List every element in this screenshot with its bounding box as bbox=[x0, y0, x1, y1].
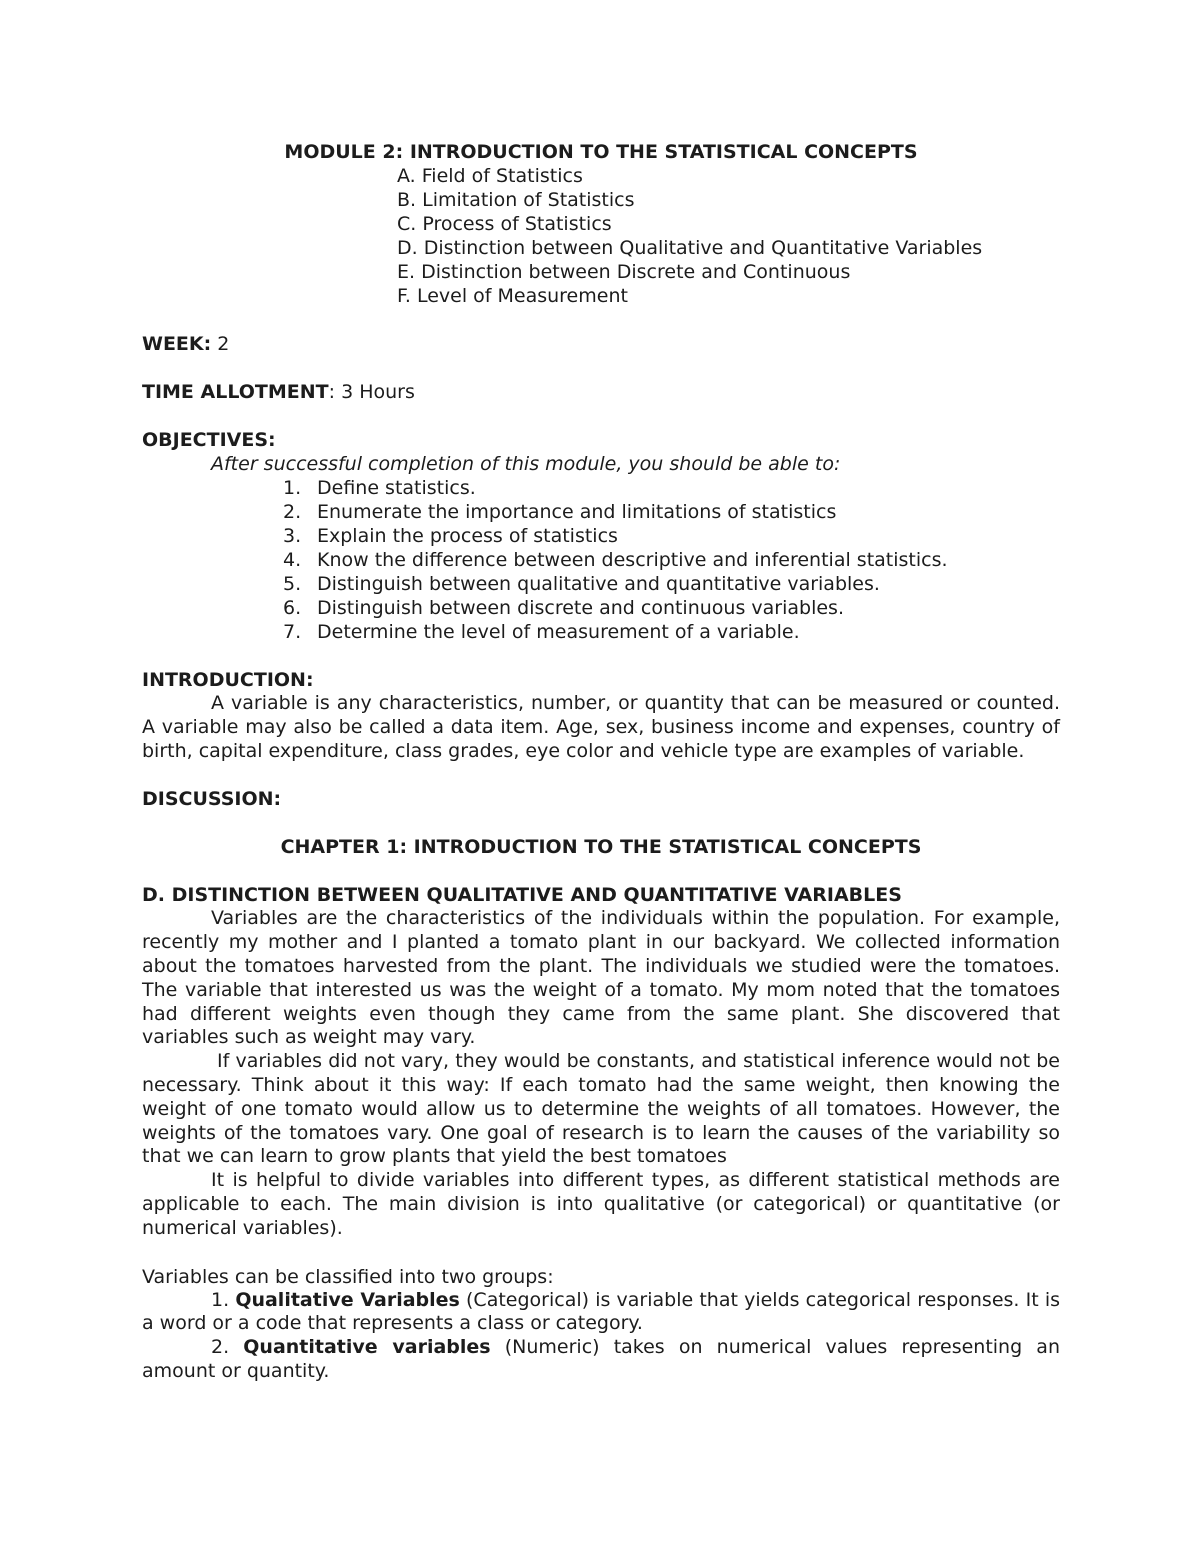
time-allotment-label: TIME ALLOTMENT bbox=[142, 381, 329, 403]
group-item bbox=[142, 1336, 1060, 1384]
group-term: Quantitative variables bbox=[243, 1336, 491, 1359]
section-title: D. DISTINCTION BETWEEN QUALITATIVE AND QUANTITATIVE VARIABLES bbox=[142, 884, 902, 907]
time-allotment-value: : 3 Hours bbox=[328, 381, 415, 403]
objective-item bbox=[142, 524, 1060, 548]
module-title: MODULE 2: INTRODUCTION TO THE STATISTICAL CONCEPTS bbox=[284, 141, 918, 163]
document-page bbox=[142, 140, 1060, 1384]
outline-item: B. Limitation of Statistics bbox=[397, 189, 635, 211]
introduction-paragraph bbox=[142, 692, 1060, 763]
objective-item bbox=[142, 572, 1060, 596]
objective-number: 6. bbox=[283, 597, 302, 619]
time-allotment-line bbox=[142, 380, 1060, 404]
objective-text: Explain the process of statistics bbox=[317, 525, 618, 547]
objective-text: Distinguish between discrete and continuous variables. bbox=[317, 597, 844, 619]
objective-item bbox=[142, 476, 1060, 500]
objective-text: Know the difference between descriptive and inferential statistics. bbox=[317, 549, 948, 571]
introduction-text: A variable is any characteristics, number, or quantity that can be measured or counted. A variable may also be called a data item. Age, sex, business income and expenses, country of birth, capital expenditure, class grades, eye color and vehicle type are examples of variable. bbox=[142, 692, 1060, 762]
group-text: (Categorical) is variable that yields categorical responses. It is a word or a code that represents a class or category. bbox=[142, 1288, 1060, 1335]
chapter-title: CHAPTER 1: INTRODUCTION TO THE STATISTICAL CONCEPTS bbox=[280, 836, 922, 859]
group-number: 2. bbox=[211, 1336, 230, 1359]
outline-item: E. Distinction between Discrete and Continuous bbox=[397, 261, 851, 283]
discussion-paragraph bbox=[142, 1169, 1060, 1240]
objective-number: 4. bbox=[283, 549, 302, 571]
discussion-paragraph-text: It is helpful to divide variables into different types, as different statistical methods are applicable to each. The main division is into qualitative (or categorical) or quantitative (or numerical variables). bbox=[142, 1169, 1060, 1239]
week-label: WEEK: bbox=[142, 333, 212, 355]
objective-text: Distinguish between qualitative and quantitative variables. bbox=[317, 573, 880, 595]
objective-text: Determine the level of measurement of a variable. bbox=[317, 621, 800, 643]
discussion-heading: DISCUSSION: bbox=[142, 788, 282, 811]
outline-item: F. Level of Measurement bbox=[397, 285, 628, 307]
objective-text: Enumerate the importance and limitations of statistics bbox=[317, 501, 837, 523]
week-value: 2 bbox=[217, 333, 230, 355]
objectives-heading: OBJECTIVES: bbox=[142, 429, 276, 451]
introduction-heading: INTRODUCTION: bbox=[142, 669, 314, 691]
discussion-paragraph-text: If variables did not vary, they would be constants, and statistical inference would not be necessary. Think about it this way: If each tomato had the same weight, then knowing the weight of one tomato would allow us to determine the weights of all tomatoes. However, the weights of the tomatoes vary. One goal of research is to learn the causes of the variability so that we can learn to grow plants that yield the best tomatoes bbox=[142, 1050, 1060, 1168]
outline-item: D. Distinction between Qualitative and Quantitative Variables bbox=[397, 237, 983, 259]
group-term: Qualitative Variables bbox=[235, 1288, 460, 1311]
discussion-paragraph bbox=[142, 907, 1060, 1050]
outline-item: A. Field of Statistics bbox=[397, 165, 583, 187]
group-number: 1. bbox=[211, 1288, 230, 1311]
groups-intro: Variables can be classified into two groups: bbox=[142, 1265, 554, 1288]
objective-item bbox=[142, 620, 1060, 644]
discussion-paragraph-text: Variables are the characteristics of the individuals within the population. For example, recently my mother and I planted a tomato plant in our backyard. We collected information about the tomatoes harvested from the plant. The individuals we studied were the tomatoes. The variable that interested us was the weight of a tomato. My mom noted that the tomatoes had different weights even though they came from the same plant. She discovered that variables such as weight may vary. bbox=[142, 907, 1060, 1049]
group-text: (Numeric) takes on numerical values representing an amount or quantity. bbox=[142, 1336, 1060, 1382]
group-item bbox=[142, 1289, 1060, 1337]
objective-number: 2. bbox=[283, 501, 302, 523]
week-line bbox=[142, 332, 1060, 356]
discussion-paragraph bbox=[142, 1050, 1060, 1169]
objective-text: Define statistics. bbox=[317, 477, 476, 499]
objective-number: 1. bbox=[283, 477, 302, 499]
objective-number: 7. bbox=[283, 621, 302, 643]
objective-number: 3. bbox=[283, 525, 302, 547]
objective-item bbox=[142, 500, 1060, 524]
objective-number: 5. bbox=[283, 573, 302, 595]
objectives-intro: After successful completion of this module, you should be able to: bbox=[211, 453, 841, 475]
outline-item: C. Process of Statistics bbox=[397, 213, 612, 235]
objective-item bbox=[142, 548, 1060, 572]
objective-item bbox=[142, 596, 1060, 620]
